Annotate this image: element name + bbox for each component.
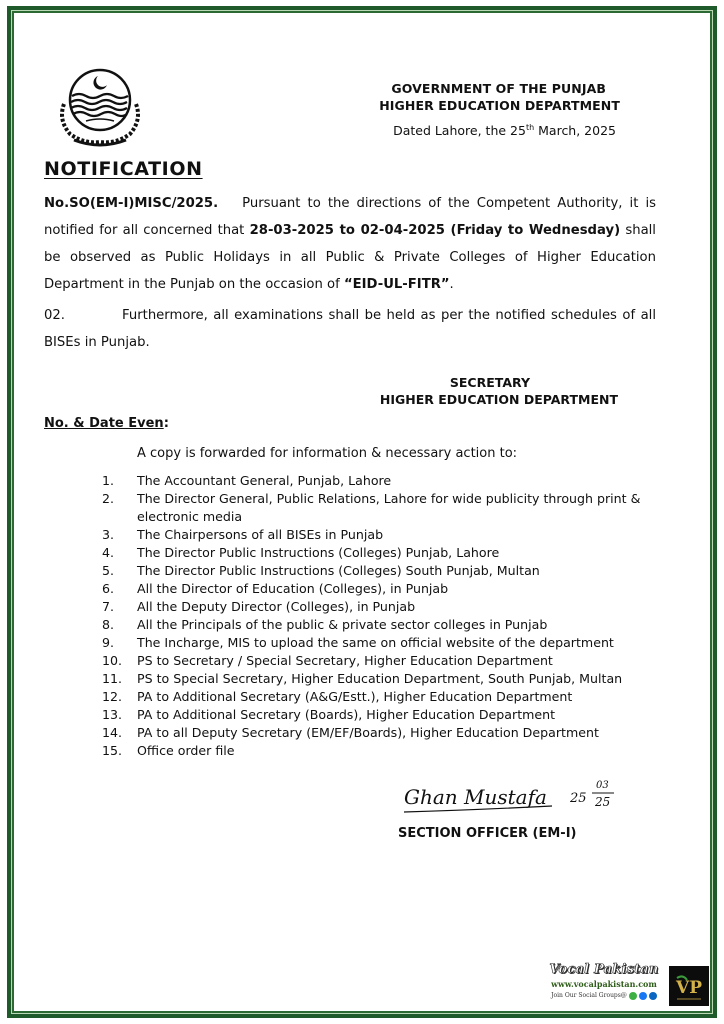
- secretary-title: SECRETARY: [449, 375, 530, 390]
- brand-name: Vocal Pakistan: [549, 962, 659, 977]
- department-heading: HIGHER EDUCATION DEPARTMENT: [379, 98, 620, 113]
- signature-date-year: 25: [595, 795, 611, 809]
- paragraph-1: [44, 190, 656, 298]
- recipient-item: [102, 634, 662, 652]
- recipient-text: The Director Public Instructions (Colleges) South Punjab, Multan: [137, 563, 540, 578]
- signature-date-day: 25: [570, 791, 587, 806]
- vocal-pakistan-logo-icon: [669, 966, 709, 1006]
- recipient-text: All the Director of Education (Colleges), in Punjab: [137, 581, 449, 596]
- recipient-number: 14.: [102, 725, 123, 740]
- recipient-number: 5.: [102, 563, 115, 578]
- recipient-number: 9.: [102, 635, 115, 650]
- endorsement-colon: :: [163, 416, 169, 431]
- recipient-number: 11.: [102, 671, 123, 686]
- recipient-item: [102, 544, 662, 562]
- recipient-text: PA to Additional Secretary (A&G/Estt.), Higher Education Department: [137, 689, 573, 704]
- occasion-name: “EID-UL-FITR”: [343, 277, 450, 292]
- recipient-number: 15.: [102, 743, 123, 758]
- recipient-list: [102, 472, 662, 760]
- recipient-number: 12.: [102, 689, 123, 704]
- holiday-dates: 28-03-2025 to 02-04-2025 (Friday to Wednesday): [249, 223, 621, 238]
- recipient-number: 13.: [102, 707, 123, 722]
- recipient-item: [102, 580, 662, 598]
- recipient-text: Office order file: [137, 743, 235, 758]
- facebook-icon[interactable]: [639, 992, 647, 1000]
- punjab-emblem-icon: [52, 66, 148, 148]
- secretary-department: HIGHER EDUCATION DEPARTMENT: [379, 392, 618, 407]
- recipient-text: The Chairpersons of all BISEs in Punjab: [137, 527, 384, 542]
- recipient-text: PS to Special Secretary, Higher Education Department, South Punjab, Multan: [137, 671, 623, 686]
- recipient-text: The Accountant General, Punjab, Lahore: [137, 473, 392, 488]
- paragraph-2: [44, 302, 656, 356]
- handwritten-signature: [400, 772, 640, 822]
- brand-url[interactable]: www.vocalpakistan.com: [551, 979, 657, 989]
- issue-date: [330, 123, 620, 138]
- recipient-text: The Director Public Instructions (Colleges) Punjab, Lahore: [137, 545, 500, 560]
- forward-text: A copy is forwarded for information & necessary action to:: [137, 446, 518, 461]
- recipient-text: The Incharge, MIS to upload the same on official website of the department: [137, 635, 614, 650]
- recipient-number: 10.: [102, 653, 123, 668]
- endorsement-label: [44, 416, 169, 431]
- reference-number: No.SO(EM-I)MISC/2025.: [44, 196, 219, 211]
- recipient-text: All the Deputy Director (Colleges), in Punjab: [137, 599, 416, 614]
- section-officer-title: SECTION OFFICER (EM-I): [398, 826, 577, 841]
- paragraph-number: 02.: [44, 308, 65, 323]
- recipient-item: [102, 670, 662, 688]
- date-prefix: Dated Lahore, the 25: [393, 123, 526, 139]
- government-heading: GOVERNMENT OF THE PUNJAB: [391, 81, 606, 96]
- recipient-item: [102, 490, 662, 526]
- recipient-item: [102, 562, 662, 580]
- letterhead: [330, 80, 620, 138]
- logo-letters: VP: [676, 978, 702, 998]
- recipient-item: [102, 598, 662, 616]
- recipient-item: [102, 688, 662, 706]
- paragraph-1-text-c: .: [449, 277, 454, 292]
- recipient-number: 7.: [102, 599, 115, 614]
- recipient-text: All the Principals of the public & private sector colleges in Punjab: [137, 617, 548, 632]
- recipient-text: PS to Secretary / Special Secretary, Higher Education Department: [137, 653, 553, 668]
- paragraph-1-text-a: Pursuant to the directions of the Competent Authority, it is notified for all concerned that: [44, 196, 656, 238]
- recipient-item: [102, 616, 662, 634]
- brand-social: [542, 991, 666, 1000]
- recipient-item: [102, 742, 662, 760]
- whatsapp-icon[interactable]: [629, 992, 637, 1000]
- endorsement-label-text: No. & Date Even: [44, 416, 164, 431]
- recipient-number: 6.: [102, 581, 115, 596]
- social-join-text: Join Our Social Groups@: [551, 992, 627, 999]
- recipient-item: [102, 652, 662, 670]
- recipient-text: PA to all Deputy Secretary (EM/EF/Boards), Higher Education Department: [137, 725, 599, 740]
- signature-date-month: 03: [596, 780, 609, 791]
- recipient-item: [102, 472, 662, 490]
- recipient-number: 4.: [102, 545, 115, 560]
- notification-title: NOTIFICATION: [44, 158, 203, 180]
- recipient-number: 1.: [102, 473, 115, 488]
- date-ordinal: th: [525, 123, 535, 132]
- recipient-number: 2.: [102, 491, 115, 506]
- signature-name: Ghan Mustafa: [404, 785, 547, 809]
- date-suffix: March, 2025: [534, 123, 616, 139]
- paragraph-2-text: Furthermore, all examinations shall be held as per the notified schedules of all BISEs in Punjab.: [44, 308, 656, 350]
- recipient-item: [102, 724, 662, 742]
- watermark-brand: [542, 962, 666, 1000]
- recipient-text: PA to Additional Secretary (Boards), Higher Education Department: [137, 707, 556, 722]
- recipient-number: 8.: [102, 617, 115, 632]
- recipient-item: [102, 706, 662, 724]
- linkedin-icon[interactable]: [649, 992, 657, 1000]
- paragraph-1-text-b: shall be observed as Public Holidays in all Public & Private Colleges of Higher Education Department in the Punjab on the occasion of: [44, 223, 656, 292]
- recipient-text: The Director General, Public Relations, Lahore for wide publicity through print & electronic media: [137, 491, 641, 524]
- recipient-number: 3.: [102, 527, 115, 542]
- recipient-item: [102, 526, 662, 544]
- secretary-signature-block: [330, 374, 618, 408]
